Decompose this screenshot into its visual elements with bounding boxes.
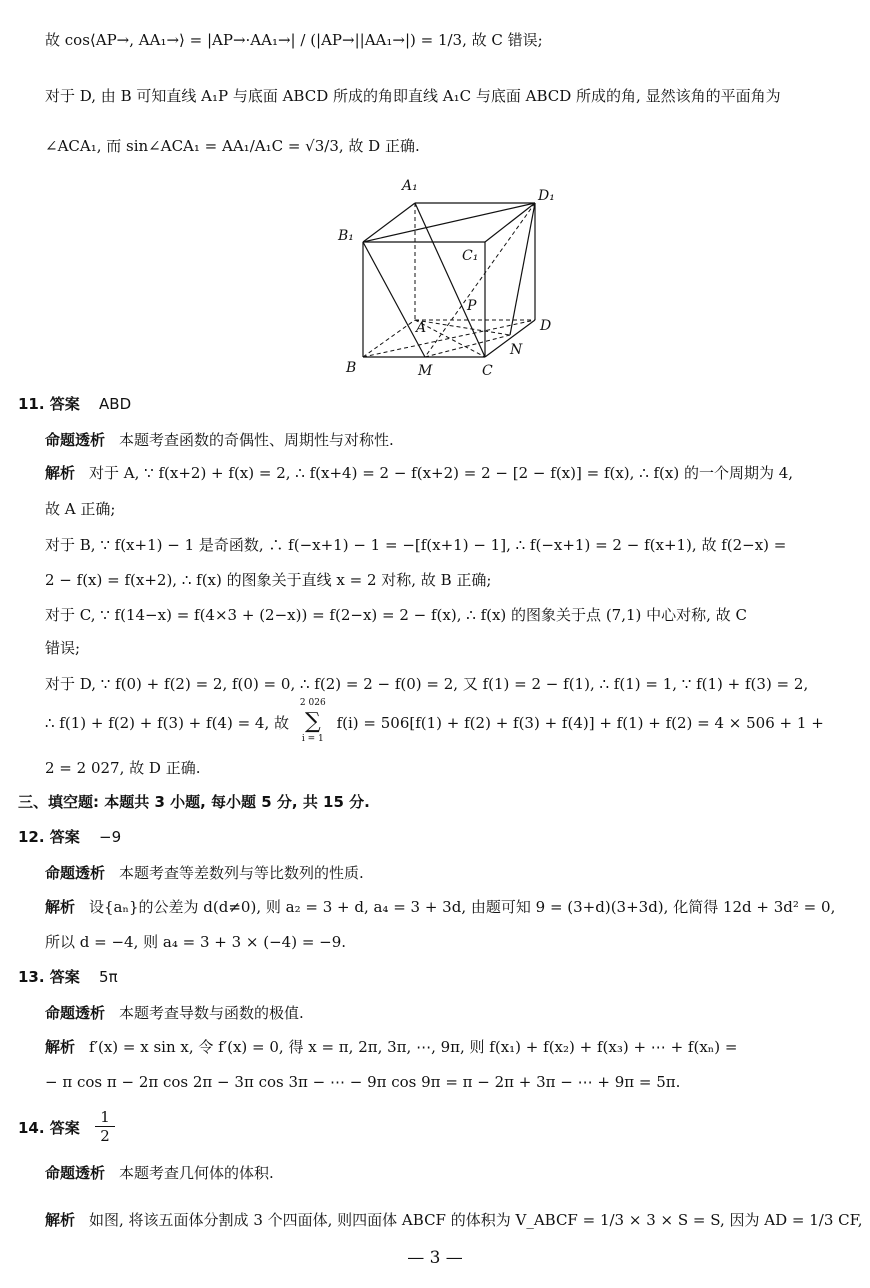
q11-analysis-d1: 对于 D, ∵ f(0) + f(2) = 2, f(0) = 0, ∴ f(2) = 2 − f(0) = 2, 又 f(1) = 2 − f(1), ∴ f(1) = 1, ∵ f(1) + f(3) = 2, (45, 675, 809, 693)
q12-answer: −9 (99, 828, 122, 846)
line-cos-angle: 故 cos⟨AP→, AA₁→⟩ = |AP→·AA₁→| / (|AP→||AA₁→|) = 1/3, 故 C 错误; (45, 31, 543, 49)
q11-analysis-b1: 对于 B, ∵ f(x+1) − 1 是奇函数, ∴ f(−x+1) − 1 = −[f(x+1) − 1], ∴ f(−x+1) = 2 − f(x+1), 故 f(2−x) = (45, 536, 787, 554)
q12-analysis-2: 所以 d = −4, 则 a₄ = 3 + 3 × (−4) = −9. (45, 933, 347, 951)
q14-intent: 命题透析 本题考查几何体的体积. (45, 1164, 274, 1182)
q13-number: 13. 答案 5π (18, 968, 118, 986)
q14-answer-fraction: 1 2 (95, 1108, 115, 1145)
line-d-analysis-2: ∠ACA₁, 而 sin∠ACA₁ = AA₁/A₁C = √3/3, 故 D 正确. (45, 137, 420, 155)
line-d-analysis-1: 对于 D, 由 B 可知直线 A₁P 与底面 ABCD 所成的角即直线 A₁C 与底面 ABCD 所成的角, 显然该角的平面角为 (45, 87, 781, 105)
q11-analysis-d3: 2 = 2 027, 故 D 正确. (45, 759, 201, 777)
q13-answer: 5π (99, 968, 118, 986)
q11-answer: ABD (99, 395, 132, 413)
q11-number: 11. 答案 ABD (18, 395, 132, 413)
label-A: A (416, 320, 427, 336)
q11-analysis-b2: 2 − f(x) = f(x+2), ∴ f(x) 的图象关于直线 x = 2 对称, 故 B 正确; (45, 571, 492, 589)
q11-analysis-a1: 解析 对于 A, ∵ f(x+2) + f(x) = 2, ∴ f(x+4) = 2 − f(x+2) = 2 − [2 − f(x)] = f(x), ∴ f(x) 的一个周期为 4, (45, 464, 794, 482)
label-B: B (346, 360, 357, 376)
label-C1: C₁ (462, 248, 479, 264)
cube-figure (330, 170, 570, 380)
sum-symbol: 2 026 ∑ i = 1 (299, 698, 326, 744)
label-A1: A₁ (402, 178, 418, 194)
label-C: C (482, 363, 493, 379)
label-B1: B₁ (338, 228, 354, 244)
q13-analysis-1: 解析 f′(x) = x sin x, 令 f′(x) = 0, 得 x = π, 2π, 3π, ⋯, 9π, 则 f(x₁) + f(x₂) + f(x₃) + ⋯ + f(xₙ) = (45, 1038, 738, 1056)
label-P: P (467, 298, 477, 314)
q14-analysis-1: 解析 如图, 将该五面体分割成 3 个四面体, 则四面体 ABCF 的体积为 V_ABCF = 1/3 × 3 × S = S, 因为 AD = 1/3 CF, (45, 1211, 863, 1229)
label-M: M (418, 363, 433, 379)
q12-number: 12. 答案 −9 (18, 828, 122, 846)
section-3-heading: 三、填空题: 本题共 3 小题, 每小题 5 分, 共 15 分. (18, 793, 370, 811)
q11-analysis-a2: 故 A 正确; (45, 500, 116, 518)
label-D1: D₁ (538, 188, 555, 204)
q13-intent: 命题透析 本题考查导数与函数的极值. (45, 1004, 304, 1022)
q11-analysis-c2: 错误; (45, 639, 81, 657)
label-D: D (540, 318, 552, 334)
label-N: N (510, 342, 523, 358)
q11-intent: 命题透析 本题考查函数的奇偶性、周期性与对称性. (45, 431, 394, 449)
q11-analysis-d2: ∴ f(1) + f(2) + f(3) + f(4) = 4, 故 2 026 ∑ i = 1 f(i) = 506[f(1) + f(2) + f(3) + f(4)] + f(1) + f(2) = 4 × 506 + 1 + (45, 698, 824, 744)
q12-intent: 命题透析 本题考查等差数列与等比数列的性质. (45, 864, 364, 882)
q14-number: 14. 答案 (18, 1119, 80, 1137)
page-number: — 3 — (407, 1248, 463, 1268)
q13-analysis-2: − π cos π − 2π cos 2π − 3π cos 3π − ⋯ − 9π cos 9π = π − 2π + 3π − ⋯ + 9π = 5π. (45, 1073, 681, 1091)
q12-analysis-1: 解析 设{aₙ}的公差为 d(d≠0), 则 a₂ = 3 + d, a₄ = 3 + 3d, 由题可知 9 = (3+d)(3+3d), 化简得 12d + 3d² = 0, (45, 898, 836, 916)
q11-analysis-c1: 对于 C, ∵ f(14−x) = f(4×3 + (2−x)) = f(2−x) = 2 − f(x), ∴ f(x) 的图象关于点 (7,1) 中心对称, 故 C (45, 606, 747, 624)
